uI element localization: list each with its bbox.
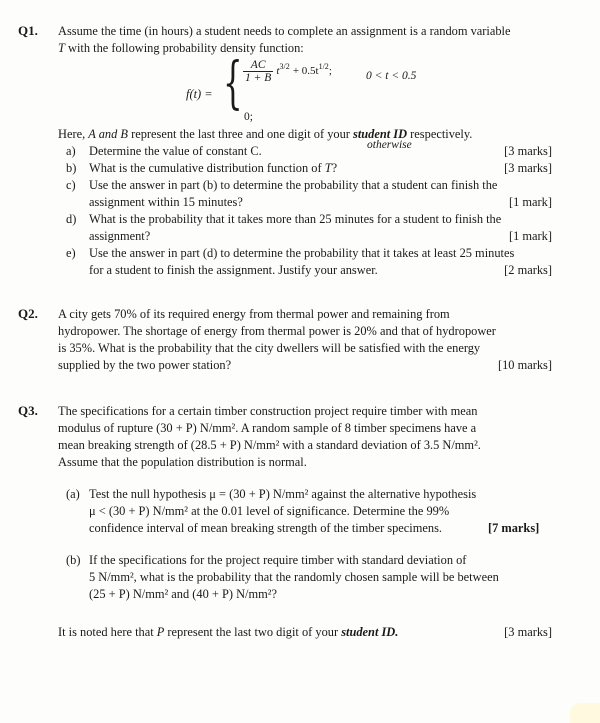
fraction-numerator: AC [243,59,273,72]
exponent-1: 3/2 [279,62,290,71]
q1-part-c-line-1: Use the answer in part (b) to determine the probability that a student can finish the [89,178,498,192]
case-2-value: 0; [244,111,253,123]
q1-part-b-marks: [3 marks] [504,161,552,175]
q2-line-1: A city gets 70% of its required energy from thermal power and remaining from [58,307,450,321]
q1-intro-line-2: T with the following probability density function: [58,41,304,55]
q3-part-a-line-2: μ < (30 + P) N/mm² at the 0.01 level of significance. Determine the 99% [89,504,450,518]
q3-part-a-line-3: confidence interval of mean breaking strength of the timber specimens. [89,521,443,535]
case-1-condition: 0 < t < 0.5 [366,70,417,82]
q3-line-1: The specifications for a certain timber construction project require timber with mean [58,404,478,418]
q1-part-d-marks: [1 mark] [508,229,552,243]
q2-line-3: is 35%. What is the probability that the city dwellers will be satisfied with the energy [58,341,481,355]
q1-part-c-line-2: assignment within 15 minutes? [89,195,243,209]
q3-part-b-label: (b) [66,553,81,567]
q1-part-a-label: a) [66,144,76,158]
q3-number: Q3. [18,403,38,418]
q3-part-b-line-2: 5 N/mm², what is the probability that the randomly chosen sample will be between [89,570,499,584]
exponent-2: 1/2 [318,62,329,71]
q1-part-d-label: d) [66,212,77,226]
pdf-fraction [243,59,273,84]
q3-line-3: mean breaking strength of (28.5 + P) N/mm² with a standard deviation of 3.5 N/mm². [58,438,481,452]
q1-variables-note: Here, A and B represent the last three and one digit of your student ID respectively. [58,127,473,141]
q3-note: It is noted here that P represent the last two digit of your student ID. [58,625,399,639]
case-2-condition: otherwise [367,139,412,151]
piecewise-brace: { [223,51,243,116]
pdf-label: f(t) = [186,87,213,101]
q1-part-d-line-2: assignment? [89,229,151,243]
q3-line-2: modulus of rupture (30 + P) N/mm². A random sample of 8 timber specimens have a [58,421,477,435]
term-t: t [276,65,280,78]
q1-part-e-label: e) [66,246,76,260]
q1-part-a-text: Determine the value of constant C. [89,144,262,158]
q3-line-4: Assume that the population distribution is normal. [58,455,307,469]
q1-part-e-marks: [2 marks] [504,263,552,277]
q1-part-e-line-1: Use the answer in part (d) to determine the probability that it takes at least 25 minutes [89,246,515,260]
q3-part-b-line-3: (25 + P) N/mm² and (40 + P) N/mm²? [89,587,277,601]
fraction-denominator: 1 + B [245,71,272,84]
q1-part-c-marks: [1 mark] [508,195,552,209]
term-2: + 0.5t [292,65,319,78]
q3-note-marks: [3 marks] [504,625,552,639]
light-glare [570,703,600,723]
q1-intro-line-1: Assume the time (in hours) a student needs to complete an assignment is a random variable [58,24,511,38]
q1-part-c-label: c) [66,178,76,192]
q2-line-2: hydropower. The shortage of energy from thermal power is 20% and that of hydropower [58,324,496,338]
q3-part-b-line-1: If the specifications for the project require timber with standard deviation of [89,553,467,567]
q3-part-a-line-1: Test the null hypothesis μ = (30 + P) N/mm² against the alternative hypothesis [89,487,477,501]
q2-number: Q2. [18,306,38,321]
q3-part-a-marks: [7 marks] [488,521,540,535]
q2-marks: [10 marks] [497,358,552,372]
pdf-case-1: $\frac{AC}{1 + B}$ $t^{3/2} + 0.5t^{1/2}$; [245,58,332,84]
q1-part-b-label: b) [66,161,77,175]
q1-number: Q1. [18,23,38,38]
q3-part-a-label: (a) [66,487,80,501]
q1-part-e-line-2: for a student to finish the assignment. Justify your answer. [89,263,378,277]
q1-part-b-text: What is the cumulative distribution function of T? [89,161,338,175]
q1-part-d-line-1: What is the probability that it takes more than 25 minutes for a student to finish the [89,212,502,226]
q1-part-a-marks: [3 marks] [504,144,552,158]
q2-line-4: supplied by the two power station? [58,358,232,372]
